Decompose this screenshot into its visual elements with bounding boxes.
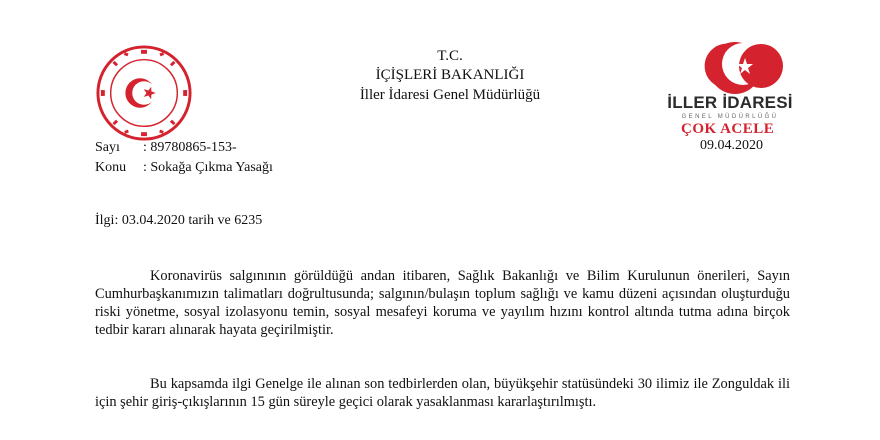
sayi-label: Sayı (95, 140, 120, 155)
header-tc: T.C. (437, 48, 463, 64)
paragraph-2: Bu kapsamda ilgi Genelge ile alınan son tedbirlerden olan, büyükşehir statüsündeki 30 ilimiz ile Zonguldak ili için şehir giriş-çıkışlarının 15 gün süreyle geçici olarak yasaklanması kararlaştırılmıştı. (95, 376, 790, 410)
ministry-seal-icon (95, 44, 193, 142)
paragraph-1: Koronavirüs salgınının görüldüğü andan itibaren, Sağlık Bakanlığı ve Bilim Kurulunun önerileri, Sayın Cumhurbaşkanımızın talimatları doğrultusunda; salgının/bulaşın toplum sağlığı ve kamu düzeni açısından oluşturduğu riski yönetme, sosyal izolasyonu temin, sosyal mesafeyi koruma ve yayılım hızını kontrol altında tutma adına birçok tedbir kararı alınarak hayata geçirilmiştir. (95, 268, 790, 338)
header-directorate: İller İdaresi Genel Müdürlüğü (359, 87, 541, 103)
konu-value: : Sokağa Çıkma Yasağı (143, 160, 273, 175)
sayi-value: : 89780865-153- (143, 140, 237, 155)
konu-label: Konu (95, 160, 127, 175)
logo-brand-text: İLLER İDARESİ (667, 93, 793, 112)
urgency-label: ÇOK ACELE (681, 121, 775, 137)
reference-line: İlgi: 03.04.2020 tarih ve 6235 (95, 213, 263, 228)
logo-sub-text: GENEL MÜDÜRLÜĞÜ (681, 114, 779, 120)
document-date: 09.04.2020 (700, 138, 763, 153)
header-ministry: İÇİŞLERİ BAKANLIĞI (375, 67, 525, 83)
